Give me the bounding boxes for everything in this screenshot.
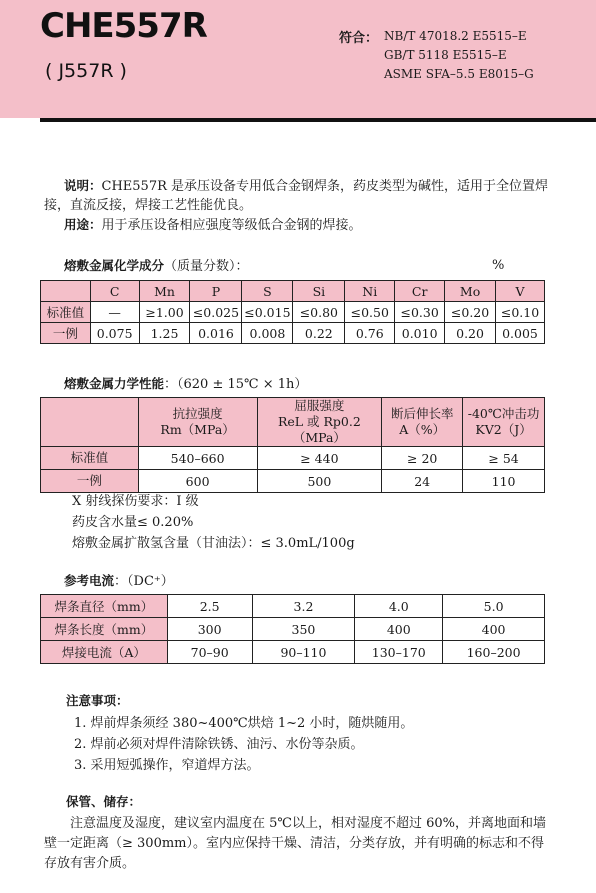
table-row — [41, 323, 545, 344]
row-label-cell: 焊条长度（mm） — [41, 618, 168, 641]
table-cell: 1.25 — [139, 323, 190, 344]
list-item: 1. 焊前焊条须经 380~400℃烘焙 1~2 小时，随烘随用。 — [74, 716, 414, 731]
table-header-cell: P — [190, 281, 242, 302]
header-line: Rm（MPa） — [160, 422, 235, 437]
table-cell: ≤0.50 — [345, 302, 395, 323]
note-line: 熔敷金属扩散氢含量（甘油法）：≤ 3.0mL/100g — [72, 536, 355, 551]
standard-item: GB/T 5118 E5515–E — [384, 48, 507, 62]
header-divider — [40, 118, 596, 122]
table-cell: 400 — [355, 618, 443, 641]
header-line: A（%） — [399, 422, 446, 437]
table-row — [41, 470, 545, 493]
table-cell: ≥1.00 — [139, 302, 190, 323]
header-line: ReL 或 Rp0.2（MPa） — [277, 414, 361, 445]
table-cell: 110 — [463, 470, 545, 493]
table-cell: ≤0.015 — [242, 302, 293, 323]
table-header-cell: S — [242, 281, 293, 302]
note-line: 药皮含水量≤ 0.20% — [72, 515, 194, 530]
table-row — [41, 447, 545, 470]
header-line: 屈服强度 — [294, 398, 345, 413]
row-label-cell: 标准值 — [41, 447, 139, 470]
table-cell: 400 — [443, 618, 545, 641]
chemistry-title: 熔敷金属化学成分 — [64, 258, 165, 273]
table-cell: ≤0.30 — [395, 302, 445, 323]
table-header-cell — [257, 398, 382, 447]
table-cell: ≤0.10 — [496, 302, 545, 323]
table-header-cell: V — [496, 281, 545, 302]
row-label-cell: 一例 — [41, 323, 91, 344]
table-header-cell: Cr — [395, 281, 445, 302]
table-cell: ≥ 440 — [257, 447, 382, 470]
description-label: 说明： — [64, 178, 102, 193]
description-paragraph — [44, 176, 554, 215]
row-label-cell: 焊条直径（mm） — [41, 595, 168, 618]
row-label-cell: 焊接电流（A） — [41, 641, 168, 664]
table-cell: 350 — [252, 618, 355, 641]
standards-label: 符合： — [339, 31, 379, 46]
chemistry-heading — [64, 257, 249, 276]
current-heading — [64, 572, 174, 591]
mechanical-header-row — [41, 398, 545, 447]
list-item: 3. 采用短弧操作，窄道焊方法。 — [74, 758, 260, 773]
table-cell: ≤0.80 — [293, 302, 345, 323]
table-cell: 300 — [167, 618, 252, 641]
table-cell: ≤0.20 — [445, 302, 496, 323]
storage-title: 保管、储存： — [66, 794, 142, 809]
table-header-cell: Si — [293, 281, 345, 302]
table-cell: 3.2 — [252, 595, 355, 618]
table-cell: 540–660 — [138, 447, 257, 470]
row-label-cell: 标准值 — [41, 302, 91, 323]
table-cell: 0.76 — [345, 323, 395, 344]
table-cell: 0.016 — [190, 323, 242, 344]
product-model: CHE557R — [40, 6, 207, 46]
table-cell: 600 — [138, 470, 257, 493]
table-header-cell: Ni — [345, 281, 395, 302]
table-cell: 5.0 — [443, 595, 545, 618]
header-line: 抗拉强度 — [172, 406, 223, 421]
table-header-cell — [382, 398, 463, 447]
note-line: X 射线探伤要求：I 级 — [72, 494, 199, 509]
chemistry-header-row — [41, 281, 545, 302]
mechanical-title: 熔敷金属力学性能 — [64, 376, 165, 391]
storage-heading — [66, 793, 141, 812]
current-title: 参考电流 — [64, 573, 115, 588]
inspection-notes — [72, 491, 355, 554]
table-cell: 160–200 — [443, 641, 545, 664]
usage-label: 用途： — [64, 217, 102, 232]
description-text: CHE557R 是承压设备专用低合金钢焊条，药皮类型为碱性，适用于全位置焊接，直流反接，焊接工艺性能优良。 — [44, 179, 549, 213]
standard-item: NB/T 47018.2 E5515–E — [384, 29, 527, 43]
table-cell: — — [90, 302, 139, 323]
standard-item: ASME SFA–5.5 E8015–G — [384, 67, 534, 81]
table-cell: 500 — [257, 470, 382, 493]
standards-list — [384, 27, 534, 84]
table-cell: ≥ 20 — [382, 447, 463, 470]
table-cell — [41, 281, 91, 302]
header-line: -40℃冲击功 — [467, 406, 540, 421]
header-line: KV2（J） — [475, 422, 532, 437]
storage-text: 注意温度及湿度，建议室内温度在 5℃以上，相对湿度不超过 60%，并离地面和墙壁一定距离（≥ 300mm）。室内应保持干燥、清洁，分类存放，并有明确的标志和不得存放有害介质。 — [44, 816, 546, 871]
table-cell: 24 — [382, 470, 463, 493]
current-table — [40, 594, 545, 664]
product-alias: ( J557R ) — [45, 60, 127, 82]
table-cell: 4.0 — [355, 595, 443, 618]
table-row — [41, 618, 545, 641]
mechanical-heading — [64, 375, 307, 394]
table-cell: ≥ 54 — [463, 447, 545, 470]
table-cell: 70–90 — [167, 641, 252, 664]
list-item: 2. 焊前必须对焊件清除铁锈、油污、水份等杂质。 — [74, 737, 364, 752]
mechanical-table — [40, 397, 545, 493]
header-line: 断后伸长率 — [390, 406, 454, 421]
table-row — [41, 641, 545, 664]
current-title-note: ：（DC⁺） — [114, 574, 174, 589]
usage-paragraph — [44, 215, 554, 235]
table-cell: 0.20 — [445, 323, 496, 344]
table-cell: 2.5 — [167, 595, 252, 618]
mechanical-title-note: ：（620 ± 15℃ × 1h） — [164, 377, 308, 392]
table-row — [41, 595, 545, 618]
table-header-cell — [463, 398, 545, 447]
precautions-section — [66, 690, 414, 776]
chemistry-table — [40, 280, 545, 344]
table-row — [41, 302, 545, 323]
table-cell — [41, 398, 139, 447]
table-cell: 0.005 — [496, 323, 545, 344]
usage-text: 用于承压设备相应强度等级低合金钢的焊接。 — [101, 218, 362, 233]
table-cell: 0.008 — [242, 323, 293, 344]
chemistry-title-note: （质量分数）： — [164, 259, 249, 274]
table-cell: 0.22 — [293, 323, 345, 344]
table-cell: 90–110 — [252, 641, 355, 664]
table-header-cell: Mn — [139, 281, 190, 302]
table-cell: 0.010 — [395, 323, 445, 344]
table-header-cell: Mo — [445, 281, 496, 302]
precautions-title: 注意事项： — [66, 693, 129, 708]
chemistry-unit: % — [492, 258, 505, 273]
table-header-cell: C — [90, 281, 139, 302]
table-cell: ≤0.025 — [190, 302, 242, 323]
table-cell: 130–170 — [355, 641, 443, 664]
row-label-cell: 一例 — [41, 470, 139, 493]
table-cell: 0.075 — [90, 323, 139, 344]
table-header-cell — [138, 398, 257, 447]
